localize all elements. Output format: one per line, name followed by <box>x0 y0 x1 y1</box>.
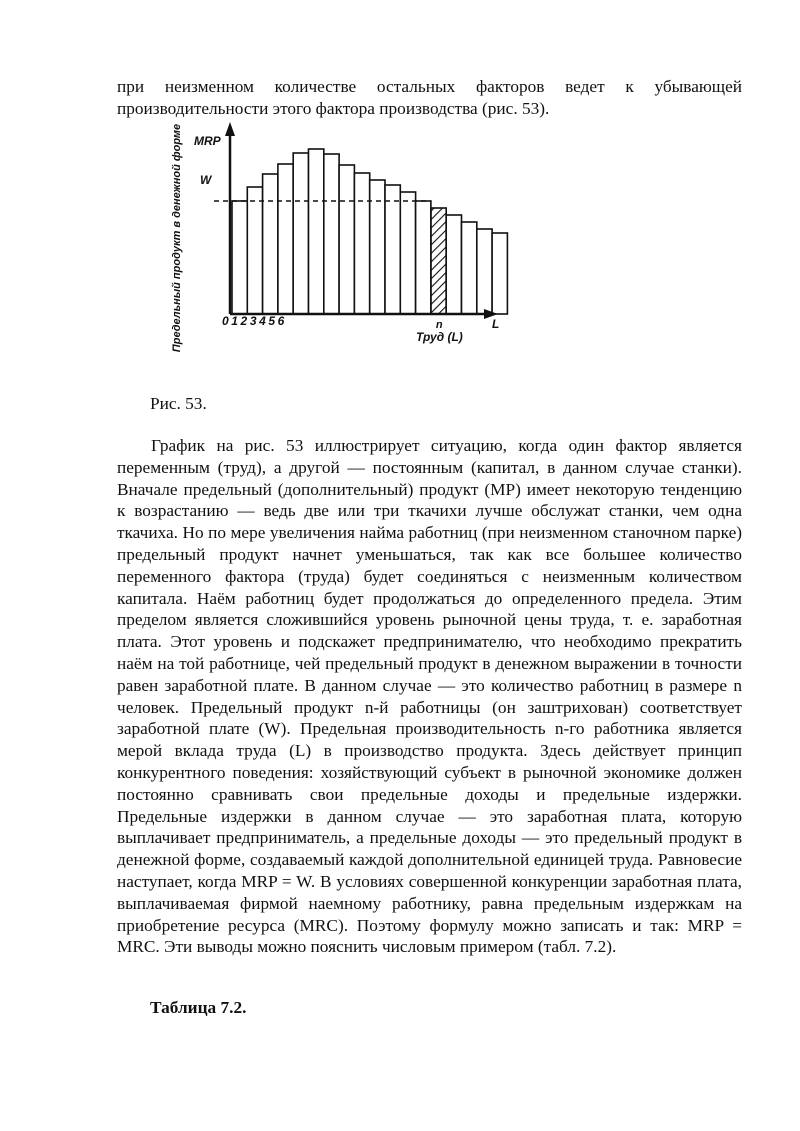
bar <box>278 164 293 314</box>
bar <box>339 165 354 314</box>
bar <box>354 173 369 314</box>
n-label: n <box>435 319 443 331</box>
bar <box>400 192 415 314</box>
bar <box>492 233 507 314</box>
bar <box>416 201 431 314</box>
bar <box>370 180 385 314</box>
y-axis-arrow <box>225 122 235 136</box>
wage-label: W <box>200 173 212 187</box>
figure-caption: Рис. 53. <box>150 394 207 413</box>
body-paragraph: График на рис. 53 иллюстрирует ситуацию, когда один фактор является переменным (труд), а другой — постоянным (капитал, в данном случае станки). Вначале предельный (дополнительный) продукт (МР) имеет некоторую тенденцию к возрастанию — ведь две или три ткачихи лучше обслужат станки, чем одна ткачиха. Но по мере увеличения найма работниц (при неизменном станочном парке) предельный продукт начнет уменьшаться, так как все большее количество переменного фактора (труда) будет соединяться с неизменным количеством капитала. Наём работниц будет продолжаться до определенного предела. Этим пределом является сложившийся уровень рыночной цены труда, т. е. заработная плата. Этот уровень и подскажет предпринимателю, что необходимо прекратить наём на той работнице, чей предельный продукт в денежном выражении в точности равен заработной плате. В данном случае — это количество работниц в размере n человек. Предельный продукт n-й работницы (он заштрихован) соответствует заработной плате (W). Предельная производительность n-го работника является мерой вклада труда (L) в производство продукта. Здесь действует принцип конкурентного поведения: хозяйствующий субъект в рыночной экономике должен постоянно сравнивать свои предельные доходы и предельные издержки. Предельные издержки в данном случае — это заработная плата, которую выплачивает предприниматель, а предельные доходы — это предельный продукт в денежной форме, создаваемый каждой дополнительной единицей труда. Равновесие наступает, когда MRP = W. В условиях совершенной конкуренции заработная плата, выплачиваемая фирмой наемному работнику, равна предельным издержкам на приобретение ресурса (MRC). Поэтому формулу можно записать и так: MRP = MRC. Эти выводы можно пояснить числовым примером (табл. 7.2). <box>117 436 742 957</box>
y-axis-label-mrp: MRP <box>194 134 221 148</box>
bar <box>247 187 262 314</box>
x-axis-title: Труд (L) <box>416 330 463 344</box>
bar <box>232 201 247 314</box>
bar <box>309 149 324 314</box>
x-tick-labels: 0123456 <box>222 314 287 328</box>
bar <box>462 222 477 314</box>
bar <box>263 174 278 314</box>
y-axis-title: Предельный продукт в денежной форме <box>171 123 183 353</box>
bar <box>385 185 400 314</box>
x-axis-end-label: L <box>492 317 500 331</box>
intro-paragraph: при неизменном количестве остальных факторов ведет к убывающей производительности этого фактора производства (рис. 53). <box>117 77 742 118</box>
marginal-product-chart <box>150 118 520 353</box>
bar-shaded <box>431 208 446 314</box>
bar <box>477 229 492 314</box>
bar-series <box>232 149 507 314</box>
bar <box>446 215 461 314</box>
bar <box>293 153 308 314</box>
table-title: Таблица 7.2. <box>150 998 247 1017</box>
bar <box>324 154 339 314</box>
